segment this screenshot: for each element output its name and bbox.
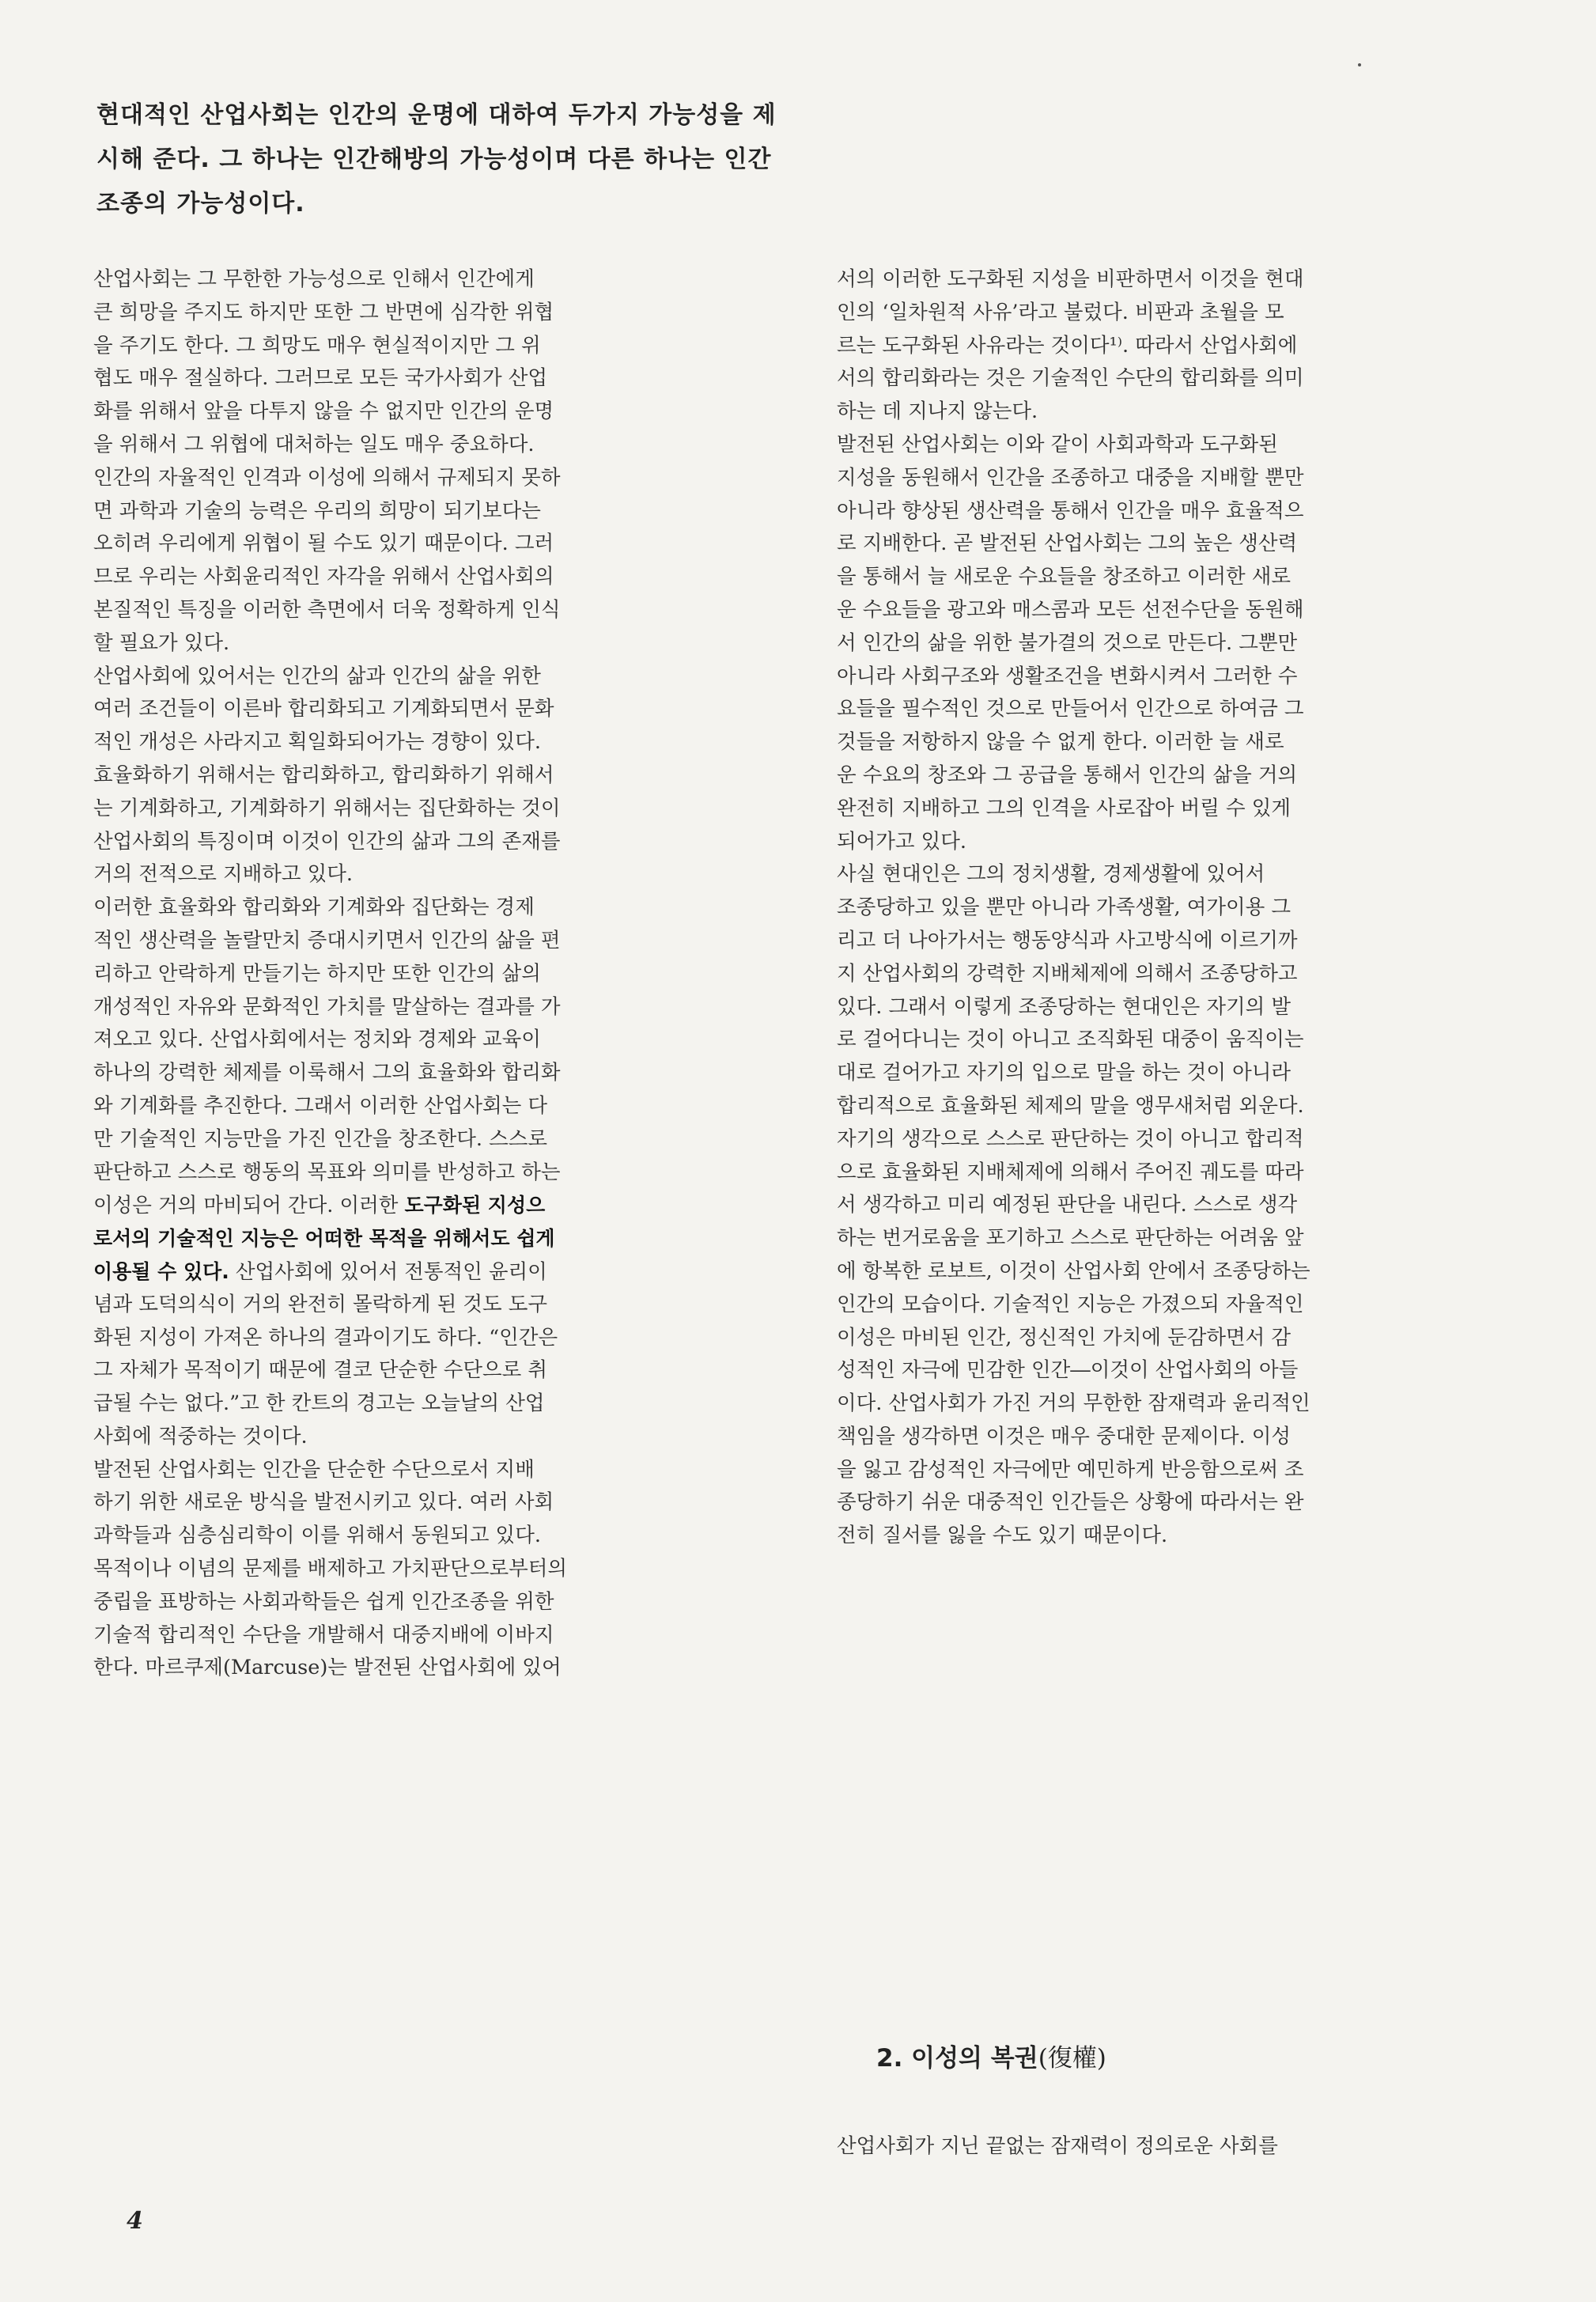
section-title: 이성의 복권: [911, 2044, 1038, 2073]
left-line: 사회에 적중하는 것이다.: [93, 1424, 308, 1448]
left-line-text: 이성은 거의 마비되어 간다. 이러한: [93, 1194, 405, 1218]
right-line: 성적인 자극에 민감한 인간―이것이 산업사회의 아들: [837, 1358, 1299, 1383]
left-line: 중립을 표방하는 사회과학들은 쉽게 인간조종을 위한: [93, 1589, 554, 1614]
right-line: 운 수요의 창조와 그 공급을 통해서 인간의 삶을 거의: [837, 763, 1298, 787]
left-line: 므로 우리는 사회윤리적인 자각을 위해서 산업사회의: [93, 565, 554, 589]
right-line: 발전된 산업사회는 이와 같이 사회과학과 도구화된: [837, 432, 1278, 456]
right-line: 종당하기 쉬운 대중적인 인간들은 상황에 따라서는 완: [837, 1490, 1304, 1515]
right-line: 요들을 필수적인 것으로 만들어서 인간으로 하여금 그: [837, 697, 1304, 721]
section-title-hanja: (復權): [1038, 2044, 1106, 2073]
left-line: [93, 1222, 781, 1255]
left-line: 념과 도덕의식이 거의 완전히 몰락하게 된 것도 도구: [93, 1292, 548, 1316]
right-line: 합리적으로 효율화된 체제의 말을 앵무새처럼 외운다.: [837, 1093, 1304, 1118]
right-column-last-line: 산업사회가 지닌 끝없는 잠재력이 정의로운 사회를: [837, 2134, 1278, 2158]
right-line: 책임을 생각하면 이것은 매우 중대한 문제이다. 이성: [837, 1424, 1292, 1448]
left-line: 만 기술적인 지능만을 가진 인간을 창조한다. 스스로: [93, 1126, 548, 1151]
right-line: 로 지배한다. 곧 발전된 산업사회는 그의 높은 생산력: [837, 532, 1298, 556]
right-line: 인의 ‘일차원적 사유’라고 불렀다. 비판과 초월을 모: [837, 300, 1284, 324]
section-heading: [876, 2038, 1106, 2073]
right-line: 지 산업사회의 강력한 지배체제에 의해서 조종당하고: [837, 961, 1298, 986]
right-line: 서의 합리화라는 것은 기술적인 수단의 합리화를 의미: [837, 366, 1304, 391]
left-line: 급될 수는 없다.”고 한 칸트의 경고는 오늘날의 산업: [93, 1391, 545, 1416]
intro-line: 시해 준다. 그 하나는 인간해방의 가능성이며 다른 하나는 인간: [96, 146, 772, 173]
left-line: 기술적 합리적인 수단을 개발해서 대중지배에 이바지: [93, 1622, 554, 1647]
right-line: 인간의 모습이다. 기술적인 지능은 가졌으되 자율적인: [837, 1292, 1304, 1316]
left-line: [93, 1255, 781, 1289]
left-line: 적인 생산력을 놀랄만치 증대시키면서 인간의 삶을 편: [93, 928, 561, 952]
left-line: 목적이나 이념의 문제를 배제하고 가치판단으로부터의: [93, 1557, 567, 1581]
emphasis-text: 도구화된 지성으: [404, 1194, 546, 1217]
left-line: 리하고 안락하게 만들기는 하지만 또한 인간의 삶의: [93, 961, 541, 986]
left-line: 할 필요가 있다.: [93, 630, 230, 655]
left-line: 협도 매우 절실하다. 그러므로 모든 국가사회가 산업: [93, 366, 548, 391]
page-number: 4: [127, 2207, 143, 2235]
right-line: 하는 데 지나지 않는다.: [837, 399, 1038, 424]
right-line: 로 걸어다니는 것이 아니고 조직화된 대중이 움직이는: [837, 1028, 1304, 1052]
scan-speck: [1358, 63, 1361, 66]
right-line: 운 수요들을 광고와 매스콤과 모든 선전수단을 동원해: [837, 597, 1304, 622]
right-line: 전히 질서를 잃을 수도 있기 때문이다.: [837, 1524, 1168, 1548]
left-line: 화를 위해서 앞을 다투지 않을 수 없지만 인간의 운명: [93, 399, 554, 424]
left-line: 면 과학과 기술의 능력은 우리의 희망이 되기보다는: [93, 498, 541, 523]
left-line: 산업사회에 있어서는 인간의 삶과 인간의 삶을 위한: [93, 664, 541, 688]
right-column: [837, 263, 1513, 1553]
left-line: 개성적인 자유와 문화적인 가치를 말살하는 결과를 가: [93, 994, 561, 1019]
right-line: 르는 도구화된 사유라는 것이다¹⁾. 따라서 산업사회에: [837, 333, 1298, 358]
left-line: 져오고 있다. 산업사회에서는 정치와 경제와 교육이: [93, 1028, 541, 1052]
left-line: 과학들과 심층심리학이 이를 위해서 동원되고 있다.: [93, 1524, 541, 1548]
left-line: 판단하고 스스로 행동의 목표와 의미를 반성하고 하는: [93, 1160, 561, 1184]
right-line: 있다. 그래서 이렇게 조종당하는 현대인은 자기의 발: [837, 994, 1292, 1019]
emphasis-text: 로서의 기술적인 지능은 어떠한 목적을 위해서도 쉽게: [93, 1227, 555, 1251]
right-line: 대로 걸어가고 자기의 입으로 말을 하는 것이 아니라: [837, 1061, 1292, 1085]
right-line: 에 항복한 로보트, 이것이 산업사회 안에서 조종당하는: [837, 1259, 1310, 1283]
left-line: 산업사회의 특징이며 이것이 인간의 삶과 그의 존재를: [93, 829, 561, 854]
left-line: 큰 희망을 주지도 하지만 또한 그 반면에 심각한 위협: [93, 300, 554, 324]
right-line: 지성을 동원해서 인간을 조종하고 대중을 지배할 뿐만: [837, 465, 1304, 490]
right-line: 사실 현대인은 그의 정치생활, 경제생활에 있어서: [837, 862, 1265, 887]
left-line: 하나의 강력한 체제를 이룩해서 그의 효율화와 합리화: [93, 1061, 561, 1085]
right-line: 을 잃고 감성적인 자극에만 예민하게 반응함으로써 조: [837, 1457, 1304, 1482]
left-line: 을 주기도 한다. 그 희망도 매우 현실적이지만 그 위: [93, 333, 541, 358]
left-line: 하기 위한 새로운 방식을 발전시키고 있다. 여러 사회: [93, 1490, 554, 1515]
right-line: 되어가고 있다.: [837, 829, 967, 854]
right-line: 리고 더 나아가서는 행동양식과 사고방식에 이르기까: [837, 928, 1298, 952]
right-line: 으로 효율화된 지배체제에 의해서 주어진 궤도를 따라: [837, 1160, 1304, 1184]
left-line: 이러한 효율화와 합리화와 기계화와 집단화는 경제: [93, 895, 535, 920]
left-line: 효율화하기 위해서는 합리화하고, 합리화하기 위해서: [93, 763, 554, 787]
left-line: 산업사회는 그 무한한 가능성으로 인해서 인간에게: [93, 267, 535, 291]
right-line: 을 통해서 늘 새로운 수요들을 창조하고 이러한 새로: [837, 565, 1292, 589]
right-line: 것들을 저항하지 않을 수 없게 한다. 이러한 늘 새로: [837, 730, 1284, 755]
right-line: 서 생각하고 미리 예정된 판단을 내린다. 스스로 생각: [837, 1193, 1298, 1217]
intro-line: 현대적인 산업사회는 인간의 운명에 대하여 두가지 가능성을 제: [96, 101, 777, 129]
intro-line: 조종의 가능성이다.: [96, 190, 305, 218]
left-line: 그 자체가 목적이기 때문에 결코 단순한 수단으로 취: [93, 1358, 548, 1383]
left-line: 본질적인 특징을 이러한 측면에서 더욱 정확하게 인식: [93, 597, 561, 622]
right-line: 자기의 생각으로 스스로 판단하는 것이 아니고 합리적: [837, 1126, 1304, 1151]
right-line: 조종당하고 있을 뿐만 아니라 가족생활, 여가이용 그: [837, 895, 1292, 920]
left-line: [93, 1189, 781, 1222]
right-line: 이다. 산업사회가 가진 거의 무한한 잠재력과 윤리적인: [837, 1391, 1310, 1416]
right-line: 아니라 향상된 생산력을 통해서 인간을 매우 효율적으: [837, 498, 1304, 523]
intro-paragraph: [96, 93, 919, 226]
left-line: 을 위해서 그 위협에 대처하는 일도 매우 중요하다.: [93, 432, 535, 456]
right-line: 이성은 마비된 인간, 정신적인 가치에 둔감하면서 감: [837, 1325, 1292, 1350]
left-line: 화된 지성이 가져온 하나의 결과이기도 하다. “인간은: [93, 1325, 558, 1350]
right-line: 완전히 지배하고 그의 인격을 사로잡아 버릴 수 있게: [837, 796, 1292, 820]
left-line: 발전된 산업사회는 인간을 단순한 수단으로서 지배: [93, 1457, 535, 1482]
left-line: 오히려 우리에게 위협이 될 수도 있기 때문이다. 그러: [93, 532, 554, 556]
section-number: 2.: [876, 2044, 903, 2073]
left-line: 여러 조건들이 이른바 합리화되고 기계화되면서 문화: [93, 697, 554, 721]
left-column: [93, 263, 781, 1685]
left-line-text: 산업사회에 있어서 전통적인 윤리이: [229, 1259, 547, 1284]
left-line: 거의 전적으로 지배하고 있다.: [93, 862, 354, 887]
right-line: 서 인간의 삶을 위한 불가결의 것으로 만든다. 그뿐만: [837, 630, 1298, 655]
right-line: 하는 번거로움을 포기하고 스스로 판단하는 어려움 앞: [837, 1226, 1304, 1251]
right-line: 아니라 사회구조와 생활조건을 변화시켜서 그러한 수: [837, 664, 1298, 688]
left-line: 한다. 마르쿠제(Marcuse)는 발전된 산업사회에 있어: [93, 1656, 562, 1680]
left-line: 적인 개성은 사라지고 획일화되어가는 경향이 있다.: [93, 730, 541, 755]
left-line: 는 기계화하고, 기계화하기 위해서는 집단화하는 것이: [93, 796, 561, 820]
right-line: 서의 이러한 도구화된 지성을 비판하면서 이것을 현대: [837, 267, 1304, 291]
emphasis-text: 이용될 수 있다.: [93, 1259, 229, 1283]
left-line: 인간의 자율적인 인격과 이성에 의해서 규제되지 못하: [93, 465, 561, 490]
left-line: 와 기계화를 추진한다. 그래서 이러한 산업사회는 다: [93, 1093, 548, 1118]
